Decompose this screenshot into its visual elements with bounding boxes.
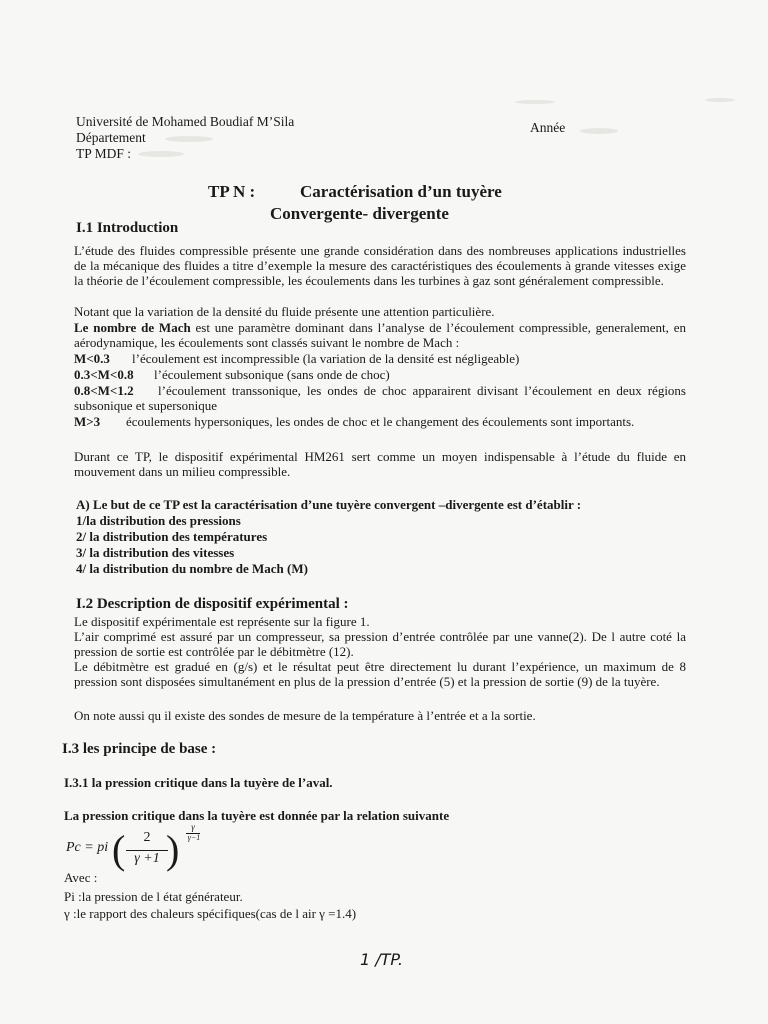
- gamma-definition: γ :le rapport des chaleurs spécifiques(cas de l air γ =1.4): [64, 906, 357, 921]
- pi-definition: Pi :la pression de l état générateur.: [64, 889, 243, 904]
- scan-noise: [138, 151, 184, 157]
- intro-paragraph-2: Notant que la variation de la densité du fluide présente une attention particulière.: [74, 304, 495, 319]
- intro-paragraph-1: L’étude des fluides compressible présente une grande considération dans des nombreuses applications industrielles de la mécanique des fluides a titre d’exemple la mesure des caractéristiques des écoulements à grande vitesses exige la théorie de l’écoulement compressible, les écoulements dans les turbines à gaz sont généralement compressible.: [74, 243, 686, 289]
- formula-left-paren: (: [112, 827, 126, 872]
- mach-number-term: Le nombre de Mach: [74, 320, 191, 335]
- formula-numerator: 2: [143, 830, 151, 845]
- goal-item: 3/ la distribution des vitesses: [76, 545, 235, 560]
- scan-noise: [165, 136, 213, 142]
- description-paragraph-1: Le dispositif expérimentale est représente sur la figure 1.: [74, 614, 370, 629]
- description-paragraph-2: L’air comprimé est assuré par un compresseur, sa pression d’entrée contrôlée par une vanne(2). De l autre coté la pression de sortie est contrôlée par le débitmètre (12).: [74, 629, 686, 660]
- relation-intro: La pression critique dans la tuyère est donnée par la relation suivante: [64, 808, 450, 823]
- scan-noise: [705, 98, 735, 102]
- formula-exponent-denominator: γ−1: [187, 833, 201, 842]
- scan-noise: [580, 128, 618, 134]
- description-paragraph-4: On note aussi qu il existe des sondes de mesure de la température à l’entrée et a la sortie.: [74, 708, 536, 723]
- mach-case-3: [74, 383, 686, 413]
- department-label: Département: [76, 130, 146, 145]
- mach-case-text: l’écoulement subsonique (sans onde de choc): [154, 367, 390, 382]
- mach-case-2: [74, 367, 390, 382]
- mach-case-key: M>3: [74, 414, 101, 429]
- page-footer: 1 /TP.: [360, 950, 403, 969]
- section-heading-principles: I.3 les principe de base :: [62, 741, 217, 757]
- tp-line: TP MDF :: [76, 146, 132, 161]
- mach-case-text: écoulements hypersoniques, les ondes de choc et le changement des écoulements sont importants.: [126, 414, 635, 429]
- goal-statement: A) Le but de ce TP est la caractérisation d’une tuyère convergent –divergente est d’établir :: [76, 497, 582, 512]
- mach-case-key: M<0.3: [74, 351, 110, 366]
- avec-label: Avec :: [64, 870, 98, 885]
- formula-right-paren: ): [166, 827, 180, 872]
- mach-number-text: est une paramètre dominant dans l’analyse de l’écoulement compressible, generalement, en aérodynamique, les écoulements sont classés suivant le nombre de Mach :: [74, 320, 686, 351]
- mach-case-text: l’écoulement transsonique, les ondes de choc apparairent divisant l’écoulement en deux régions subsonique et supersonique: [74, 383, 686, 414]
- mach-case-text: l’écoulement est incompressible (la variation de la densité est négligeable): [132, 351, 520, 366]
- title-line-2: Convergente- divergente: [270, 204, 449, 223]
- subsection-heading: I.3.1 la pression critique dans la tuyère de l’aval.: [64, 775, 333, 790]
- scan-noise: [515, 100, 555, 104]
- mach-case-key: 0.3<M<0.8: [74, 367, 134, 382]
- goal-item: 2/ la distribution des températures: [76, 529, 268, 544]
- formula-lhs: Pc = pi: [66, 840, 109, 855]
- goal-item: 1/la distribution des pressions: [76, 513, 241, 528]
- goal-item: 4/ la distribution du nombre de Mach (M): [76, 561, 308, 576]
- mach-case-1: [74, 351, 519, 366]
- year-label: Année: [530, 120, 566, 135]
- intro-paragraph-4: Durant ce TP, le dispositif expérimental HM261 sert comme un moyen indispensable à l’étude du fluide en mouvement dans un milieu compressible.: [74, 449, 686, 480]
- title-line-1: Caractérisation d’un tuyère: [300, 182, 502, 201]
- intro-paragraph-3: [74, 320, 686, 350]
- section-heading-description: I.2 Description de dispositif expérimental :: [76, 596, 349, 612]
- title-tp-number: TP N :: [208, 182, 256, 201]
- formula-exponent-numerator: γ: [191, 822, 195, 832]
- description-paragraph-3: Le débitmètre est gradué en (g/s) et le résultat peut être directement lu durant l’expérience, un maximum de 8 pression sont disposées simultanément en plus de la pression d’entrée (5) et la pression de sortie (9) de la tuyère.: [74, 659, 686, 690]
- university-name: Université de Mohamed Boudiaf M’Sila: [76, 114, 295, 129]
- formula-denominator: γ +1: [134, 851, 160, 866]
- mach-case-key: 0.8<M<1.2: [74, 383, 134, 398]
- section-heading-intro: I.1 Introduction: [76, 220, 179, 236]
- mach-case-4: [74, 414, 686, 429]
